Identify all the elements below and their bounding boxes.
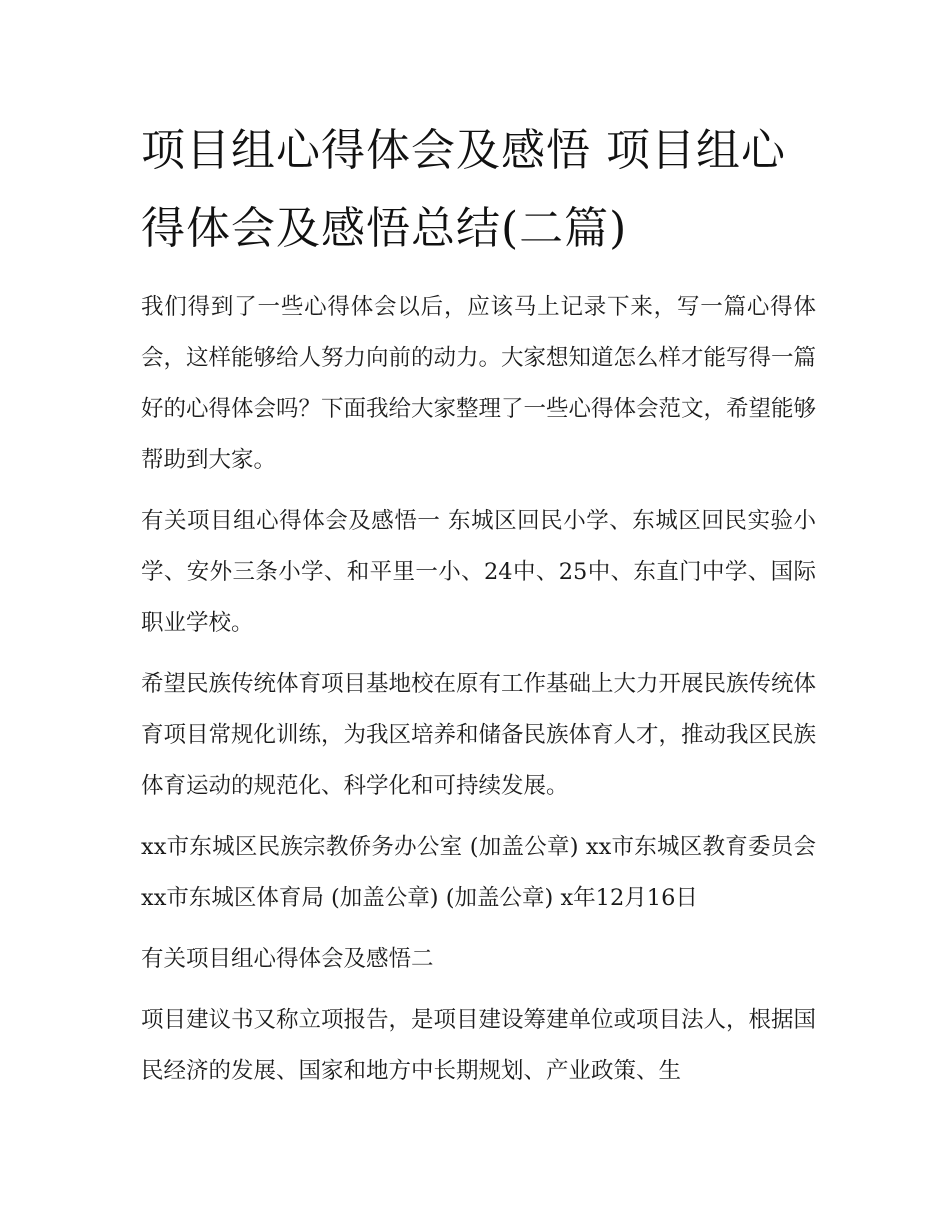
document-title: 项目组心得体会及感悟 项目组心得体会及感悟总结(二篇)	[141, 125, 786, 254]
paragraph-hope: 希望民族传统体育项目基地校在原有工作基础上大力开展民族传统体育项目常规化训练，为我区培养和储备民族体育人才，推动我区民族体育运动的规范化、科学化和可持续发展。	[141, 671, 817, 799]
paragraph-project-proposal: 项目建议书又称立项报告，是项目建设筹建单位或项目法人，根据国民经济的发展、国家和地方中长期规划、产业政策、生	[141, 1007, 817, 1084]
paragraph-intro: 我们得到了一些心得体会以后，应该马上记录下来，写一篇心得体会，这样能够给人努力向前的动力。大家想知道怎么样才能写得一篇好的心得体会吗？下面我给大家整理了一些心得体会范文，希望能够帮助到大家。	[141, 294, 817, 473]
document-body	[141, 112, 816, 1107]
paragraph-part-one-schools: 有关项目组心得体会及感悟一 东城区回民小学、东城区回民实验小学、安外三条小学、和平里一小、24中、25中、东直门中学、国际职业学校。	[141, 508, 816, 636]
paragraph-part-two-heading: 有关项目组心得体会及感悟二	[141, 946, 434, 972]
paragraph-issuers-date: xx市东城区民族宗教侨务办公室 (加盖公章) xx市东城区教育委员会 xx市东城区体育局 (加盖公章) (加盖公章) x年12月16日	[141, 834, 816, 911]
